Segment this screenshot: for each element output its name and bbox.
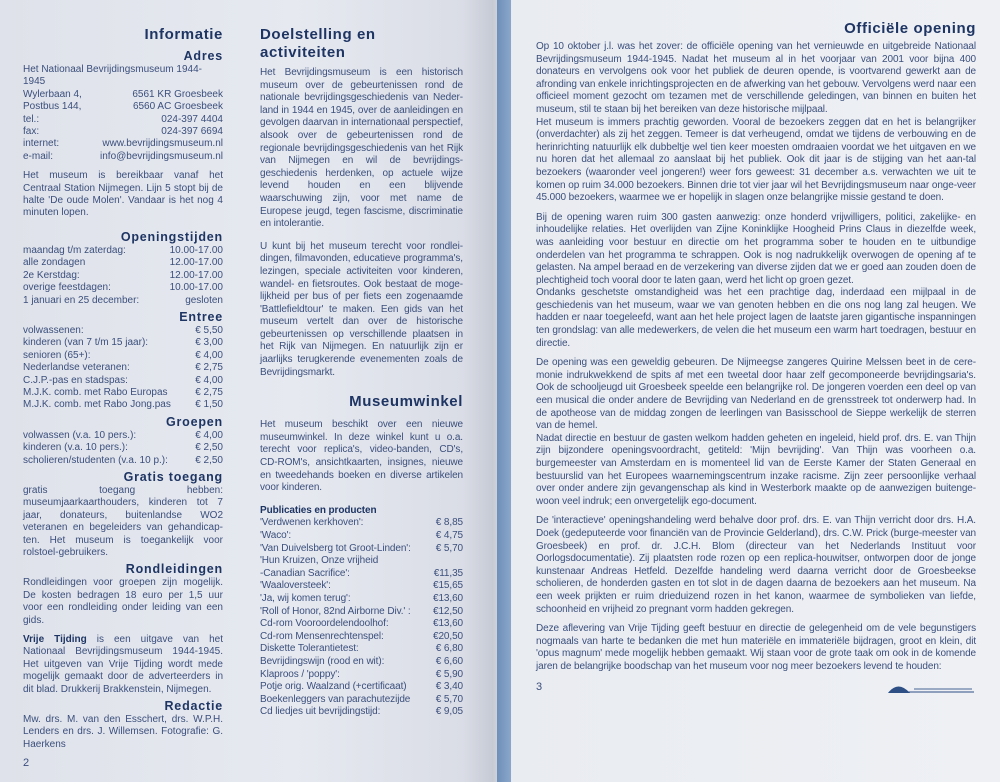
row-label: maandag t/m zaterdag: bbox=[23, 244, 126, 256]
list-row bbox=[23, 282, 223, 294]
row-label: Potje orig. Waalzand (+certificaat) bbox=[260, 681, 407, 693]
doelstelling-section bbox=[260, 26, 463, 379]
list-row bbox=[23, 245, 223, 257]
list-row bbox=[260, 706, 463, 719]
opening-paragraph: Op 10 oktober j.l. was het zover: de officiële opening van het vernieuwde en uitgebreide Nationaal Bevrijdingsmuseum 1944-1945. Nadat het museum al in het voorjaar van 2001 voor bijna 400 donateurs en vervolgens ook voor het publiek de deuren opende, is voortvarend gewerkt aan de afronding van enkele inrichtingsprojecten en de afwerking van het gebouw. Vervolgens werd naar een officieel moment gezocht om tezamen met de verschillende geledingen, van binnen en buiten het museum, stil te staan bij het bereiken van deze historische mijlpaal. bbox=[536, 41, 976, 115]
row-value: € 5,90 bbox=[435, 668, 463, 680]
row-label: 'Verdwenen kerkhoven': bbox=[260, 517, 364, 529]
directions-text: Het museum is bereikbaar vanaf het Centraal Station Nijmegen. Lijn 5 stopt bij de halte 'De oude Molen'. Vandaar is het nog 4 minuten lopen. bbox=[23, 170, 223, 219]
row-value: € 1,50 bbox=[195, 399, 223, 411]
informatie-title: Informatie bbox=[144, 26, 223, 43]
row-value: € 5,50 bbox=[195, 324, 223, 336]
row-label: alle zondagen bbox=[23, 257, 86, 269]
list-row bbox=[260, 543, 463, 556]
row-value: 6560 AC Groesbeek bbox=[132, 101, 223, 113]
row-value: € 5,70 bbox=[435, 693, 463, 705]
list-row bbox=[260, 517, 463, 530]
row-label: Bevrijdingswijn (rood en wit): bbox=[260, 655, 385, 667]
row-value: 12.00-17.00 bbox=[169, 257, 223, 269]
list-row bbox=[23, 126, 223, 138]
list-row bbox=[23, 430, 223, 442]
list-row bbox=[23, 101, 223, 113]
redactie-heading: Redactie bbox=[164, 699, 223, 714]
row-label: -Canadian Sacrifice': bbox=[260, 567, 350, 579]
gratis-text: gratis toegang hebben: museumjaarkaarthouders, kinderen tot 7 jaar, donateurs, buitenlandse WO2 veteranen en begeleiders van gehandicap-ten. Het museum is toegankelijk voor rolstoel-gebruikers. bbox=[23, 484, 223, 558]
adres-heading: Adres bbox=[183, 49, 223, 63]
row-value: € 4,75 bbox=[435, 530, 463, 541]
row-value: 6561 KR Groesbeek bbox=[132, 88, 223, 100]
doelstelling-title: Doelstelling en activiteiten bbox=[260, 26, 376, 61]
list-row bbox=[23, 325, 223, 337]
list-row bbox=[260, 681, 463, 694]
row-value: €15,65 bbox=[433, 580, 463, 592]
blue-margin-band bbox=[497, 0, 511, 782]
list-row bbox=[260, 656, 463, 669]
opening-paragraph: Deze aflevering van Vrije Tijding geeft bestuur en directie de gelegenheid om de vele begunstigers nogmaals van harte te bedanken die met hun materiële en immateriële bijdragen, groot en klein, dit 'opus magnum' mede mogelijk hebben gemaakt. Wij staan voor de grote taak om ook in de komende jaren de belangrijke boodschap van het museum voor nog meer bezoekers levend te houden: bbox=[536, 623, 976, 672]
row-label: scholieren/studenten (v.a. 10 p.): bbox=[23, 454, 168, 466]
list-row bbox=[23, 138, 223, 150]
middle-column bbox=[260, 26, 463, 719]
page-number-left: 2 bbox=[23, 757, 30, 770]
groepen-heading: Groepen bbox=[166, 414, 223, 429]
row-value: €11,35 bbox=[433, 567, 463, 579]
row-value: € 2,50 bbox=[195, 442, 223, 454]
openingstijden-list bbox=[23, 245, 223, 307]
row-label: internet: bbox=[23, 138, 60, 150]
list-row bbox=[23, 350, 223, 362]
row-label: C.J.P.-pas en stadspas: bbox=[23, 374, 128, 386]
opening-paragraph: Ondanks geschetste omstandigheid was het een prachtige dag, inderdaad een mijlpaal in de geschiedenis van het museum, waar we van genoten hebben en die ons nog lang zal heugen. We hadden er naar toegeleefd, want aan het hele project lagen de laatste jaren gigantische inspanningen ten grondslag: van alle medewerkers, de velen die het museum een warm hart toedragen, bestuur en directie. bbox=[536, 287, 976, 349]
row-label: 1 januari en 25 december: bbox=[23, 294, 140, 306]
row-label: senioren (65+): bbox=[23, 349, 91, 361]
row-label: Wylerbaan 4, bbox=[23, 88, 82, 100]
row-label: 'Waco': bbox=[260, 530, 292, 541]
opening-paragraph: Het museum is immers prachtig geworden. Vooral de bezoekers zeggen dat en het is belangrijker (onverdachter) als zij het zeggen. Temeer is dat verheugend, omdat we tijdens de verbouwing en de herinrichting natuurlijk elk dubbeltje wel tien keer moesten omdraaien voordat we het uitgaven en we nu horen dat het allemaal zo aanslaat bij het publiek. Ook dit jaar is de stijging van het aan-tal bezoekers (waaronder veel jongeren!) weer fors geweest: 31 december a.s. verwachten we uit te komen op ruim 34.000 bezoekers. Binnen drie tot vier jaar wil het Bevrijdingsmuseum naar onge-veer 45.000 bezoekers, waarmee we er hopelijk in slagen onze belangrijke missie gestand te doen. bbox=[536, 116, 976, 204]
row-value: €13,60 bbox=[433, 618, 463, 630]
doelstelling-paragraph: Het Bevrijdingsmuseum is een historisch museum over de gebeurtenissen rond de nationale bevrijdingsgeschiedenis van Neder-land in 1944 en 1945, over de aanleidingen en gevolgen daarvan in internationaal perspectief, alsook over de gebeurtenissen rond de regionale bevrijdingsgeschiedenis van het Rijk van Nijmegen en wil de bevrijdings-geschiedenis herdenken, op actuele wijze levend houden en een blijvende waarschuwing zijn, voor met name de Europese jeugd, tegen fascisme, discriminatie en intolerantie. bbox=[260, 67, 463, 230]
row-label: overige feestdagen: bbox=[23, 282, 111, 294]
row-value: 024-397 6694 bbox=[161, 126, 223, 138]
row-value: € 2,75 bbox=[195, 362, 223, 374]
row-label: Klaproos / 'poppy': bbox=[260, 668, 340, 680]
opening-paragraph: De 'interactieve' openingshandeling werd behalve door prof. drs. E. van Thijn verricht door drs. H.A. Doek (gedeputeerde voor financiën van de Provincie Gelderland), drs. C.W. Prick (burge-meester van Groesbeek) en prof. dr. J.C.H. Blom (directeur van het Nederlands Instituut voor Oorlogsdocumentatie). Zij plaatsten rode rozen op een replica-houwitser, ontworpen door de jonge kunstenaar Andreas Hetfeld. Dezelfde handeling werd daarna verricht door de Groesbeekse scholieren, de honderden gasten en tot slot in de dagen daarna de bezoekers aan het museum. Na een week prijkten er ruim drieduizend rozen in het kanon, waarmee de symbolieken van liefde, schoonheid en vrijheid zo pregnant vorm hadden gekregen. bbox=[536, 515, 976, 615]
rondleidingen-text: Rondleidingen voor groepen zijn mogelijk. De kosten bedragen 18 euro per 1,5 uur voor een rondleiding onder leiding van een gids. bbox=[23, 577, 223, 626]
row-label: M.J.K. comb. met Rabo Europas bbox=[23, 386, 168, 398]
adres-list bbox=[23, 64, 223, 163]
products-heading: Publicaties en producten bbox=[260, 504, 377, 516]
row-value: € 6,80 bbox=[435, 643, 463, 655]
row-value: € 2,75 bbox=[195, 386, 223, 398]
row-value: 024-397 4404 bbox=[161, 113, 223, 125]
row-label: 'Van Duivelsberg tot Groot-Linden': bbox=[260, 542, 411, 554]
row-value: €13,60 bbox=[433, 592, 463, 604]
list-row bbox=[260, 631, 463, 644]
row-label: Diskette Tolerantietest: bbox=[260, 643, 359, 655]
redactie-text: Mw. drs. M. van den Esschert, drs. W.P.H. Lenders en drs. J. Willemsen. Fotografie: G. Haerkens bbox=[23, 714, 223, 750]
list-row bbox=[260, 694, 463, 707]
row-value: € 4,00 bbox=[195, 349, 223, 361]
row-value: € 6,60 bbox=[435, 655, 463, 667]
gratis-heading: Gratis toegang bbox=[123, 469, 223, 484]
row-label: Cd-rom Mensenrechtenspel: bbox=[260, 630, 384, 642]
row-label: tel.: bbox=[23, 113, 40, 125]
opening-paragraph: Nadat directie en bestuur de gasten welkom hadden geheten en ingeleid, hield prof. drs. E. van Thijn zijn bijzondere openingsvoordracht, getiteld: 'Mijn bevrijding'. Van Thijn was voorheen o.a. burgemeester van Amsterdam en is momenteel lid van de Eerste Kamer der Staten Generaal en bestuurslid van het Europees waarnemingscentrum inzake racisme. Zijn zeer persoonlijke verhaal over onder andere zijn gevangenschap als kind in Westerbork maakte op de aanwezigen buitenge-woon veel indruk; een onvergetelijk ego-document. bbox=[536, 432, 976, 507]
row-value: info@bevrijdingsmuseum.nl bbox=[100, 150, 223, 162]
museum-logo bbox=[886, 680, 976, 694]
entree-heading: Entree bbox=[179, 309, 223, 324]
row-value: € 2,50 bbox=[195, 454, 223, 466]
museumwinkel-text: Het museum beschikt over een nieuwe museumwinkel. In deze winkel kunt u o.a. terecht voor replica's, video-banden, CD's, CD-ROM's, ansichtkaarten, insignes, nieuwe en tweedehands boeken en diverse artikelen voor kinderen. bbox=[260, 419, 463, 494]
row-value: € 3,00 bbox=[195, 337, 223, 349]
list-row bbox=[23, 151, 223, 163]
museumwinkel-title: Museumwinkel bbox=[349, 393, 463, 411]
list-row bbox=[260, 530, 463, 543]
row-label: Het Nationaal Bevrijdingsmuseum 1944-1945 bbox=[23, 64, 202, 88]
row-label: Postbus 144, bbox=[23, 101, 82, 113]
list-row bbox=[260, 555, 463, 568]
row-label: 2e Kerstdag: bbox=[23, 269, 80, 281]
list-row bbox=[260, 580, 463, 593]
colofon-body: is een uitgave van het Nationaal Bevrijdingsmuseum 1944-1945. Het uitgeven van Vrije Tijding wordt mede mogelijk gemaakt door de adverteerders in dit blad. Drukkerij Brakkenstein, Nijmegen. bbox=[23, 634, 223, 695]
row-value: 10.00-17.00 bbox=[169, 282, 223, 294]
list-row bbox=[260, 593, 463, 606]
list-row bbox=[23, 455, 223, 467]
row-value: € 4,00 bbox=[195, 374, 223, 386]
row-value: €20,50 bbox=[433, 630, 463, 642]
row-label: Cd-rom Vooroordelendoolhof: bbox=[260, 618, 389, 630]
informatie-column bbox=[23, 26, 223, 770]
row-label: e-mail: bbox=[23, 150, 54, 162]
opening-paragraph: De opening was een geweldig gebeuren. De Nijmeegse zangeres Quirine Melssen beet in de cere-monie indrukwekkend de spits af met een tweetal door haar zelf gecomponeerde bevrijdingsaria's. Ook de schooljeugd uit Groesbeek speelde een belangrijke rol. De jongeren voerden een deel op van een musical die onder andere de Bevrijding van Nederland en de grensstreek tot onderwerp had. In de apotheose van de middag zongen de leerlingen van Basisschool de Sieppe werkelijk de sterren van de hemel. bbox=[536, 357, 976, 432]
opening-column bbox=[536, 20, 976, 694]
row-label: 'Waaloversteek': bbox=[260, 580, 331, 592]
list-row bbox=[23, 399, 223, 411]
row-value: € 3,40 bbox=[435, 681, 463, 693]
list-row bbox=[260, 568, 463, 581]
row-value: 12.00-17.00 bbox=[169, 269, 223, 281]
row-label: Nederlandse veteranen: bbox=[23, 362, 130, 374]
row-value: €12,50 bbox=[433, 605, 463, 617]
row-label: kinderen (van 7 t/m 15 jaar): bbox=[23, 337, 149, 349]
row-label: M.J.K. comb. met Rabo Jong.pas bbox=[23, 399, 171, 411]
row-value: € 8,85 bbox=[435, 517, 463, 529]
row-label: kinderen (v.a. 10 pers.): bbox=[23, 442, 128, 454]
row-label: 'Hun Kruizen, Onze vrijheid bbox=[260, 555, 379, 567]
page-number-right: 3 bbox=[536, 680, 543, 693]
row-value: www.bevrijdingsmuseum.nl bbox=[102, 138, 223, 150]
rondleidingen-heading: Rondleidingen bbox=[125, 562, 223, 577]
groepen-list bbox=[23, 430, 223, 467]
row-value: € 9,05 bbox=[435, 706, 463, 718]
row-label: fax: bbox=[23, 126, 40, 138]
list-row bbox=[23, 337, 223, 349]
colofon-text bbox=[23, 634, 223, 696]
list-row bbox=[23, 89, 223, 101]
row-label: Cd liedjes uit bevrijdingstijd: bbox=[260, 706, 381, 718]
opening-paragraph: Bij de opening waren ruim 300 gasten aanwezig: onze honderd vrijwilligers, politici, zakelijke- en inhoudelijke relaties. Het overlijden van Zijne Koninklijke Hoogheid Prins Claus in diezelfde week, was aanleiding voor bestuur en directie om het programma sober te houden en te uitbundige onderdelen van het programma te schrappen. Ook is nog nadrukkelijk overwogen de opening af te gelasten. Na ampel beraad en de verzekering van diverse zijden dat we er goed aan zouden doen de plechtigheid toch vooral door te laten gaan, werd het licht op groen gezet. bbox=[536, 211, 976, 286]
row-label: 'Ja, wij komen terug': bbox=[260, 592, 351, 604]
doelstelling-paragraph: U kunt bij het museum terecht voor rondlei-dingen, filmavonden, educatieve programma's, lezingen, speciale activiteiten voor kinderen, wandel- en fietsroutes. Ook bestaat de moge-lijkheid per bus of per fiets een zogenaamde 'Battlefieldtour' te maken. Een gids van het museum vertelt dan over de historische gebeurtenissen op verschillende plaatsen in het Rijk van Nijmegen. En natuurlijk zijn er jaarlijks terugkerende evenementen zoals de Bevrijdingsmarkt. bbox=[260, 240, 463, 378]
row-value: € 5,70 bbox=[435, 542, 463, 554]
list-row bbox=[260, 669, 463, 682]
list-row bbox=[23, 257, 223, 269]
list-row bbox=[260, 643, 463, 656]
list-row bbox=[23, 387, 223, 399]
list-row bbox=[23, 442, 223, 454]
list-row bbox=[23, 295, 223, 307]
openingstijden-heading: Openingstijden bbox=[120, 229, 223, 244]
list-row bbox=[23, 270, 223, 282]
list-row bbox=[23, 114, 223, 126]
row-label: Boekenleggers van parachutezijde bbox=[260, 693, 411, 705]
list-row bbox=[23, 375, 223, 387]
opening-title: Officiële opening bbox=[844, 20, 976, 37]
row-label: volwassen (v.a. 10 pers.): bbox=[23, 429, 137, 441]
list-row bbox=[23, 64, 223, 89]
row-value: gesloten bbox=[185, 294, 223, 306]
row-value: € 4,00 bbox=[195, 429, 223, 441]
list-row bbox=[23, 362, 223, 374]
colofon-bold: Vrije Tijding bbox=[23, 634, 87, 646]
list-row bbox=[260, 606, 463, 619]
list-row bbox=[260, 618, 463, 631]
entree-list bbox=[23, 325, 223, 412]
row-label: volwassenen: bbox=[23, 324, 84, 336]
row-value: 10.00-17.00 bbox=[169, 244, 223, 256]
museumwinkel-section bbox=[260, 393, 463, 719]
footer-row bbox=[536, 680, 976, 694]
products-list bbox=[260, 517, 463, 719]
row-label: 'Roll of Honor, 82nd Airborne Div.' : bbox=[260, 605, 411, 617]
